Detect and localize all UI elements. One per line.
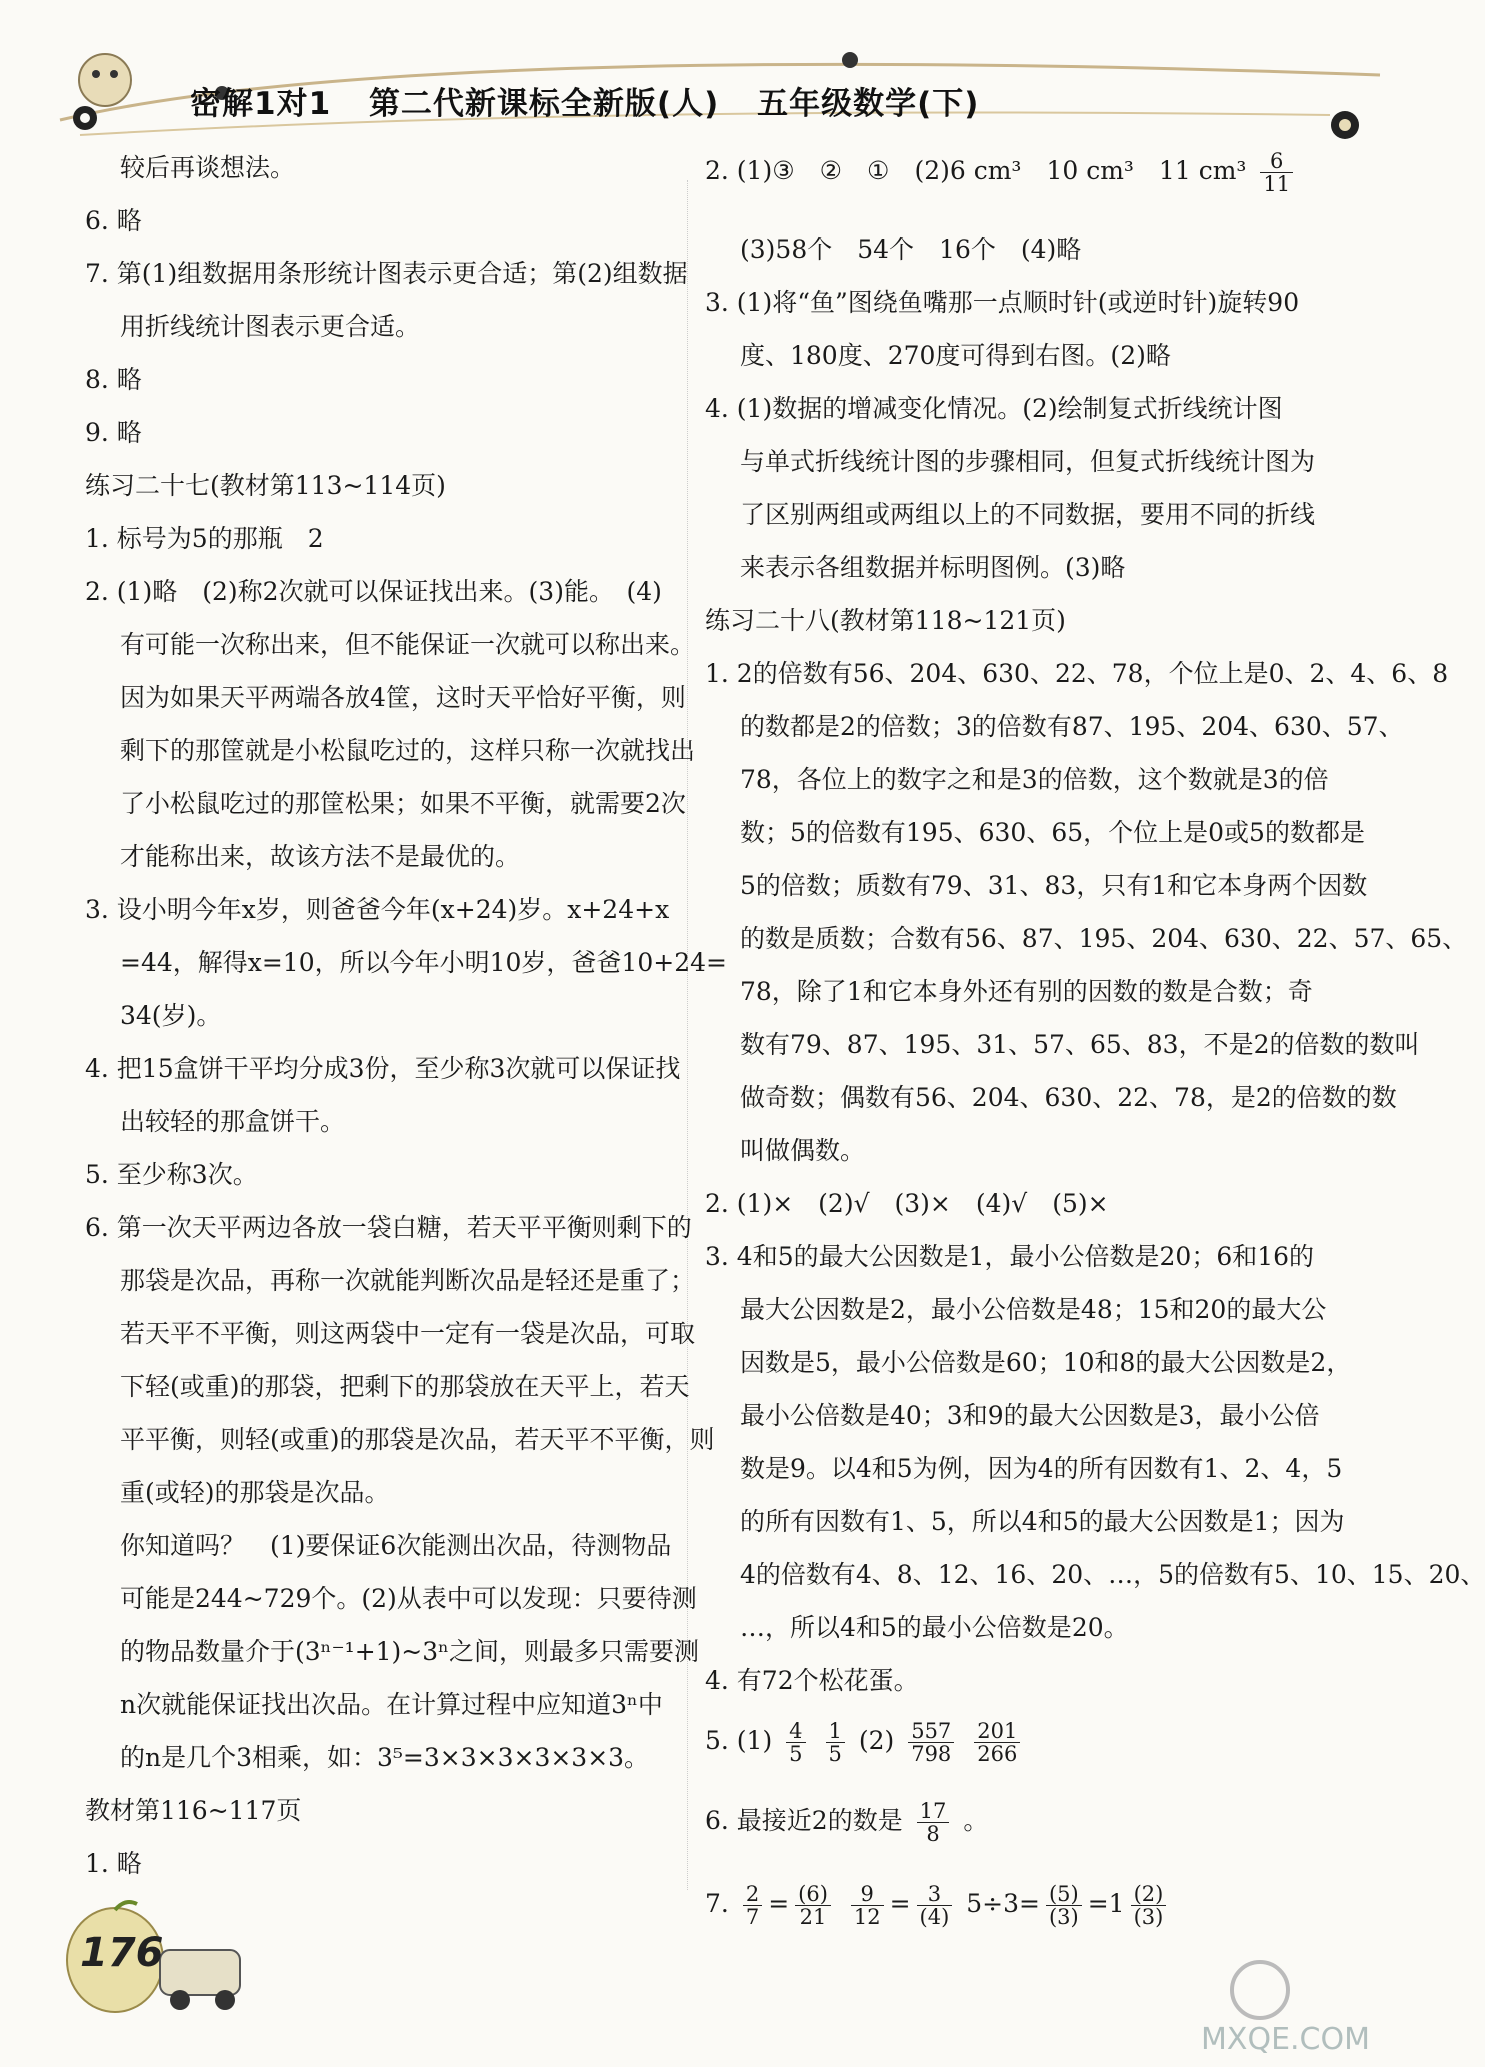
text-line: (3)58个 54个 16个 (4)略 — [740, 235, 1082, 264]
text-line: 5. 至少称3次。 — [85, 1160, 258, 1189]
fraction: $\frac{9}{12}$ — [851, 1883, 884, 1928]
text-line: 3. (1)将“鱼”图绕鱼嘴那一点顺时针(或逆时针)旋转90 — [705, 288, 1300, 317]
text-line: 9. 略 — [85, 418, 142, 447]
page-number: 176 — [80, 1930, 164, 1976]
fraction: $\frac{(6)}{21}$ — [795, 1883, 831, 1928]
text-line: 下轻(或重)的那袋，把剩下的那袋放在天平上，若天 — [120, 1372, 690, 1401]
text-line: =44，解得x=10，所以今年小明10岁，爸爸10+24= — [120, 948, 727, 977]
text-line: 5的倍数；质数有79、31、83，只有1和它本身两个因数 — [740, 871, 1368, 900]
text-line: 来表示各组数据并标明图例。(3)略 — [740, 553, 1126, 582]
fraction: $\frac{(2)}{(3)}$ — [1131, 1883, 1167, 1928]
text-line: 的n是几个3相乘，如：3⁵=3×3×3×3×3×3。 — [120, 1743, 650, 1772]
subject-name: 五年级数学(下) — [757, 86, 980, 122]
text-line: 6. 第一次天平两边各放一袋白糖，若天平平衡则剩下的 — [85, 1213, 692, 1242]
fraction: $\frac{2}{7}$ — [743, 1883, 762, 1928]
text-line: 3. 设小明今年x岁，则爸爸今年(x+24)岁。x+24+x — [85, 895, 670, 924]
text-line: 较后再谈想法。 — [120, 153, 296, 182]
watermark: MXQE.COM — [1201, 2022, 1370, 2057]
text-line: 数；5的倍数有195、630、65，个位上是0或5的数都是 — [740, 818, 1365, 847]
text-line: 用折线统计图表示更合适。 — [120, 312, 421, 341]
text-line: 的物品数量介于(3ⁿ⁻¹+1)~3ⁿ之间，则最多只需要测 — [120, 1637, 699, 1666]
text-line: 剩下的那筐就是小松鼠吃过的，这样只称一次就找出 — [120, 736, 696, 765]
text-line: 了区别两组或两组以上的不同数据，要用不同的折线 — [740, 500, 1316, 529]
text-line: 7. $\frac{2}{7}$ = $\frac{(6)}{21}$ $\frac{9}{12}$ = $\frac{3}{(4)}$ 5÷3= $\frac{(5)}{(3)}$ =1 $\frac{(2)}{(3)}$ — [705, 1883, 1172, 1928]
text-line: 78，除了1和它本身外还有别的因数的数是合数；奇 — [740, 977, 1313, 1006]
text-line: 4. 有72个松花蛋。 — [705, 1666, 919, 1695]
text-line: 78，各位上的数字之和是3的倍数，这个数就是3的倍 — [740, 765, 1329, 794]
text-line: 了小松鼠吃过的那筐松果；如果不平衡，就需要2次 — [120, 789, 686, 818]
text-line: 6. 最接近2的数是 $\frac{17}{8}$ 。 — [705, 1799, 989, 1846]
text-line: 8. 略 — [85, 365, 142, 394]
fraction: $\frac{17}{8}$ — [917, 1800, 950, 1845]
text-line: 6. 略 — [85, 206, 142, 235]
fraction: $\frac{3}{(4)}$ — [917, 1883, 953, 1928]
footer-decoration — [0, 1900, 1390, 2067]
text-line: 5. (1) $\frac{4}{5}$ $\frac{1}{5}$ (2) $\frac{557}{798}$ $\frac{201}{266}$ — [705, 1720, 1026, 1765]
fraction: $\frac{(5)}{(3)}$ — [1046, 1883, 1082, 1928]
text-line: 的数是质数；合数有56、87、195、204、630、22、57、65、 — [740, 924, 1468, 953]
text-line: 叫做偶数。 — [740, 1136, 866, 1165]
text-line: 4. (1)数据的增减变化情况。(2)绘制复式折线统计图 — [705, 394, 1283, 423]
text-line: …，所以4和5的最小公倍数是20。 — [740, 1613, 1129, 1642]
text-line: 最小公倍数是40；3和9的最大公因数是3，最小公倍 — [740, 1401, 1320, 1430]
text-line: 7. 第(1)组数据用条形统计图表示更合适；第(2)组数据 — [85, 259, 688, 288]
fraction: $\frac{557}{798}$ — [908, 1720, 954, 1765]
text-line: 最大公因数是2，最小公倍数是48；15和20的最大公 — [740, 1295, 1327, 1324]
text-line: 才能称出来，故该方法不是最优的。 — [120, 842, 521, 871]
text-line: 度、180度、270度可得到右图。(2)略 — [740, 341, 1171, 370]
text-line: 1. 略 — [85, 1849, 142, 1878]
fraction: $\frac{201}{266}$ — [974, 1720, 1020, 1765]
text-line: 数有79、87、195、31、57、65、83，不是2的倍数的数叫 — [740, 1030, 1420, 1059]
brand-name: 密解1对1 — [190, 86, 332, 122]
header-decoration — [0, 0, 1390, 150]
text-line: 若天平不平衡，则这两袋中一定有一袋是次品，可取 — [120, 1319, 696, 1348]
page-header — [0, 0, 1390, 150]
text-line: 与单式折线统计图的步骤相同，但复式折线统计图为 — [740, 447, 1316, 476]
text-line: 数是9。以4和5为例，因为4的所有因数有1、2、4，5 — [740, 1454, 1343, 1483]
text-line: 34(岁)。 — [120, 1001, 222, 1030]
fraction: $\frac{6}{11}$ — [1260, 150, 1293, 195]
text-line: 平平衡，则轻(或重)的那袋是次品，若天平不平衡，则 — [120, 1425, 715, 1454]
text-line: 出较轻的那盒饼干。 — [120, 1107, 346, 1136]
text-line: 你知道吗？ (1)要保证6次能测出次品，待测物品 — [120, 1531, 672, 1560]
text-line: 3. 4和5的最大公因数是1，最小公倍数是20；6和16的 — [705, 1242, 1315, 1271]
section-heading: 练习二十八(教材第118~121页) — [705, 606, 1066, 635]
fraction: $\frac{1}{5}$ — [826, 1720, 845, 1765]
text-line: 4的倍数有4、8、12、16、20、…，5的倍数有5、10、15、20、 — [740, 1560, 1485, 1589]
text-line: 做奇数；偶数有56、204、630、22、78，是2的倍数的数 — [740, 1083, 1397, 1112]
text-line: 1. 标号为5的那瓶 2 — [85, 524, 324, 553]
text-line — [705, 150, 1299, 195]
text-line: 1. 2的倍数有56、204、630、22、78，个位上是0、2、4、6、8 — [705, 659, 1449, 688]
text-line: 因数是5，最小公倍数是60；10和8的最大公因数是2， — [740, 1348, 1352, 1377]
section-heading: 教材第116~117页 — [85, 1796, 302, 1825]
text-line: 那袋是次品，再称一次就能判断次品是轻还是重了； — [120, 1266, 696, 1295]
text-line: 因为如果天平两端各放4筐，这时天平恰好平衡，则 — [120, 683, 686, 712]
text-line: 2. (1)略 (2)称2次就可以保证找出来。(3)能。 (4) — [85, 577, 662, 606]
text-line: 2. (1)× (2)√ (3)× (4)√ (5)× — [705, 1189, 1109, 1218]
text-line: 可能是244~729个。(2)从表中可以发现：只要待测 — [120, 1584, 697, 1613]
section-heading: 练习二十七(教材第113~114页) — [85, 471, 446, 500]
text-line: 的数都是2的倍数；3的倍数有87、195、204、630、57、 — [740, 712, 1404, 741]
text-line: 的所有因数有1、5，所以4和5的最大公因数是1；因为 — [740, 1507, 1345, 1536]
text-line: 有可能一次称出来，但不能保证一次就可以称出来。 — [120, 630, 696, 659]
text-line: 4. 把15盒饼干平均分成3份，至少称3次就可以保证找 — [85, 1054, 681, 1083]
edition-name: 第二代新课标全新版(人) — [368, 86, 720, 122]
text-line: n次就能保证找出次品。在计算过程中应知道3ⁿ中 — [120, 1690, 663, 1719]
text-line: 重(或轻)的那袋是次品。 — [120, 1478, 390, 1507]
header-title — [190, 78, 1005, 123]
item-2-text: 2. (1)③ ② ① (2)6 cm³ 10 cm³ 11 cm³ — [705, 156, 1247, 185]
fraction: $\frac{4}{5}$ — [786, 1720, 805, 1765]
